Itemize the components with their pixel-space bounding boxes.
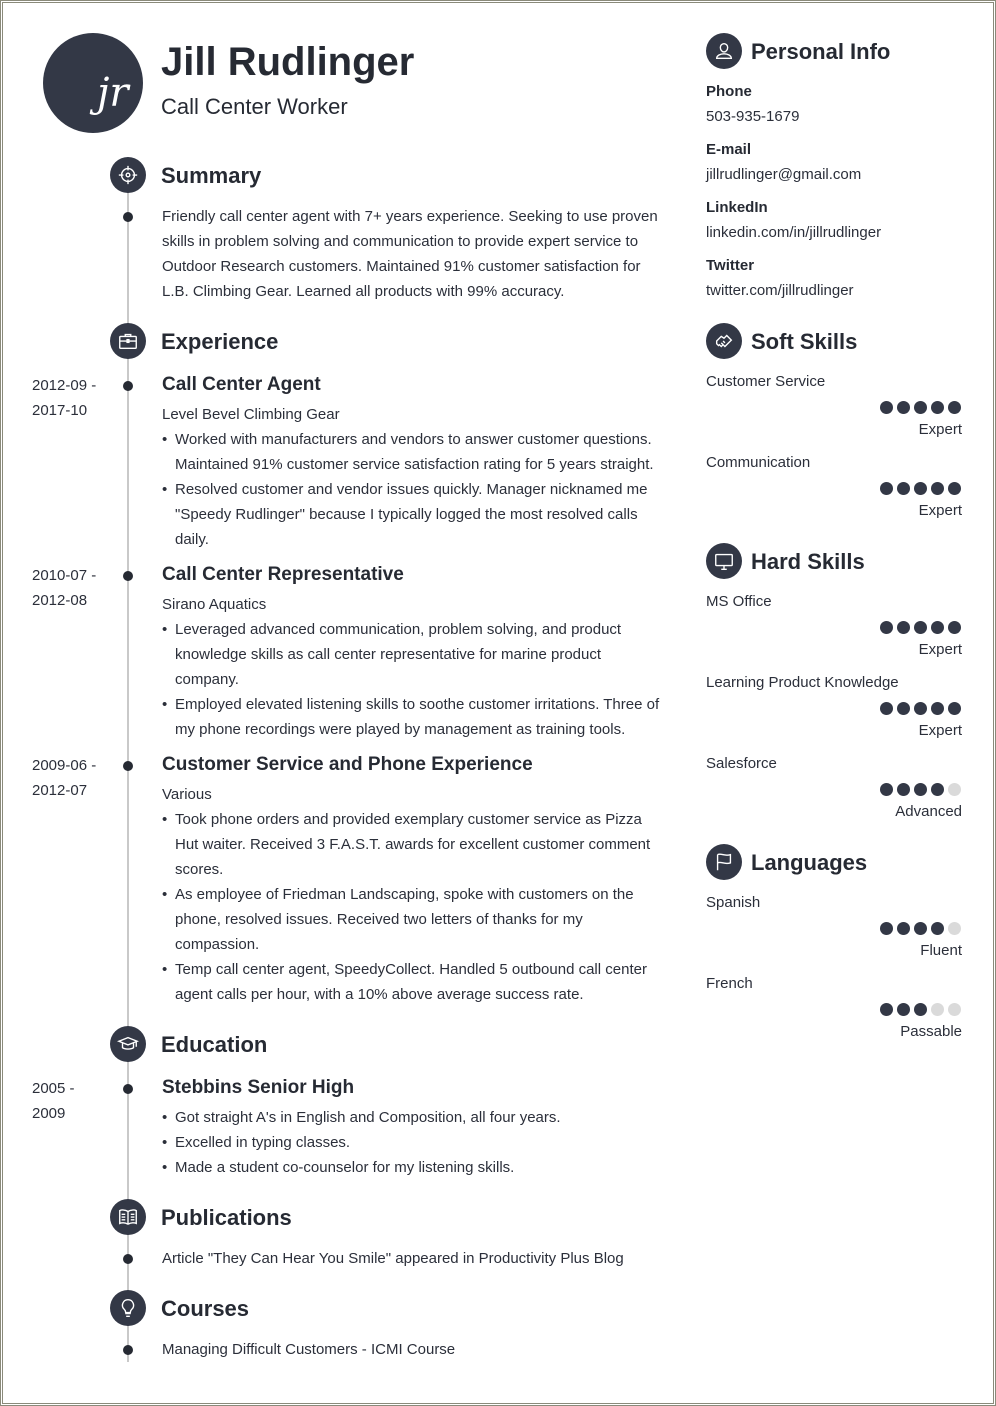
rating-dot-filled [914,783,927,796]
education-date: 2005 - 2009 [32,1080,75,1122]
monitor-icon [706,543,742,579]
rating-dot-filled [897,621,910,634]
rating-dot-filled [897,1003,910,1016]
job-bullets [162,617,667,742]
languages-heading: Languages [751,850,868,875]
skill-level: Expert [918,421,962,438]
rating-dot-filled [897,702,910,715]
summary-heading: Summary [161,163,262,188]
rating-dot-filled [914,621,927,634]
phone-label: Phone [706,83,752,100]
timeline-dot [123,1345,133,1355]
rating-dot-filled [931,401,944,414]
rating-dot-filled [914,401,927,414]
rating-dot-filled [931,702,944,715]
rating-dot-filled [931,922,944,935]
skill-rating [880,482,961,495]
candidate-title: Call Center Worker [161,94,348,119]
skill-rating [880,783,961,796]
linkedin-label: LinkedIn [706,199,768,216]
soft-skills-heading: Soft Skills [751,329,858,354]
rating-dot-empty [931,1003,944,1016]
publication-item: Article "They Can Hear You Smile" appeared in Productivity Plus Blog [162,1250,624,1267]
avatar [43,33,143,133]
rating-dot-filled [880,482,893,495]
rating-dot-empty [948,1003,961,1016]
rating-dot-empty [948,783,961,796]
flag-icon [706,844,742,880]
summary-text: Friendly call center agent with 7+ years experience. Seeking to use proven skills in problem solving and communication to provide expert service to Outdoor Research customers. Maintained 91% customer satisfaction for L.B. Climbing Gear. Learned all products with 99% accuracy. [162,208,658,300]
job-bullet: • Employed elevated listening skills to soothe customer irritations. Three of my phone recordings were played by management as training tools. [162,692,667,742]
email-label: E-mail [706,141,752,158]
skill-rating [880,702,961,715]
course-item: Managing Difficult Customers - ICMI Course [162,1341,456,1358]
rating-dot-filled [880,621,893,634]
education-bullet: • Excelled in typing classes. [162,1130,667,1155]
education-bullet: • Got straight A's in English and Composition, all four years. [162,1105,667,1130]
twitter-value[interactable]: twitter.com/jillrudlinger [706,282,854,299]
rating-dot-filled [931,482,944,495]
timeline-dot [123,571,133,581]
skill-level: Expert [918,722,962,739]
timeline-dot [123,1254,133,1264]
timeline-dot [123,761,133,771]
skill-level: Advanced [895,803,962,820]
skill-level: Expert [918,641,962,658]
job-bullet: • As employee of Friedman Landscaping, spoke with customers on the phone, resolved issues. Received two letters of thanks for my compassion. [162,882,667,957]
timeline-dot [123,381,133,391]
language-rating [880,922,961,935]
job-bullets [162,807,667,1007]
rating-dot-filled [897,783,910,796]
rating-dot-filled [914,922,927,935]
job-bullet: • Resolved customer and vendor issues quickly. Manager nicknamed me "Speedy Rudlinger" because I typically logged the most resolved calls daily. [162,477,667,552]
rating-dot-empty [948,922,961,935]
job-company: Various [162,786,212,803]
briefcase-icon [110,323,146,359]
language-rating [880,1003,961,1016]
avatar-initials: jr [97,70,129,116]
courses-heading: Courses [161,1296,250,1321]
rating-dot-filled [897,401,910,414]
skill-rating [880,401,961,414]
job-company: Level Bevel Climbing Gear [162,406,340,423]
rating-dot-filled [931,783,944,796]
email-value[interactable]: jillrudlinger@gmail.com [706,166,862,183]
rating-dot-filled [880,922,893,935]
rating-dot-filled [948,621,961,634]
job-date: 2012-09 - 2017-10 [32,377,97,419]
language-name: French [706,975,753,992]
rating-dot-filled [914,1003,927,1016]
skill-name: Customer Service [706,373,826,390]
rating-dot-filled [897,482,910,495]
target-icon [110,157,146,193]
phone-value[interactable]: 503-935-1679 [706,108,800,125]
rating-dot-filled [948,702,961,715]
rating-dot-filled [914,702,927,715]
job-title: Call Center Representative [162,564,404,585]
job-title: Call Center Agent [162,374,321,395]
skill-name: Communication [706,454,811,471]
rating-dot-filled [880,783,893,796]
rating-dot-filled [914,482,927,495]
rating-dot-filled [948,482,961,495]
language-level: Fluent [920,942,962,959]
job-bullets [162,427,667,552]
personal-info-heading: Personal Info [751,39,891,64]
job-company: Sirano Aquatics [162,596,267,613]
job-date: 2009-06 - 2012-07 [32,757,97,799]
education-bullets [162,1105,667,1180]
language-name: Spanish [706,894,761,911]
job-bullet: • Worked with manufacturers and vendors to answer customer questions. Maintained 91% customer service satisfaction rating for 5 years straight. [162,427,667,477]
graduation-cap-icon [110,1026,146,1062]
twitter-label: Twitter [706,257,755,274]
rating-dot-filled [880,1003,893,1016]
publications-heading: Publications [161,1205,292,1230]
lightbulb-icon [110,1290,146,1326]
language-level: Passable [900,1023,962,1040]
education-heading: Education [161,1032,268,1057]
timeline-dot [123,212,133,222]
candidate-name: Jill Rudlinger [161,40,415,84]
rating-dot-filled [931,621,944,634]
job-bullet: • Temp call center agent, SpeedyCollect. Handled 5 outbound call center agent calls per hour, with a 10% above average success rate. [162,957,667,1007]
timeline-line [127,190,129,1362]
rating-dot-filled [897,922,910,935]
rating-dot-filled [880,702,893,715]
skill-rating [880,621,961,634]
skill-name: Learning Product Knowledge [706,674,899,691]
rating-dot-filled [948,401,961,414]
handshake-icon [706,323,742,359]
skill-name: Salesforce [706,755,777,772]
user-icon [706,33,742,69]
job-bullet: • Took phone orders and provided exemplary customer service as Pizza Hut waiter. Received 3 F.A.S.T. awards for excellent customer comment scores. [162,807,667,882]
education-bullet: • Made a student co-counselor for my listening skills. [162,1155,667,1180]
job-title: Customer Service and Phone Experience [162,754,533,775]
school-name: Stebbins Senior High [162,1077,355,1098]
skill-level: Expert [918,502,962,519]
experience-heading: Experience [161,329,279,354]
hard-skills-heading: Hard Skills [751,549,865,574]
job-date: 2010-07 - 2012-08 [32,567,97,609]
job-bullet: • Leveraged advanced communication, problem solving, and product knowledge skills as call center representative for marine product company. [162,617,667,692]
rating-dot-filled [880,401,893,414]
book-icon [110,1199,146,1235]
timeline-dot [123,1084,133,1094]
linkedin-value[interactable]: linkedin.com/in/jillrudlinger [706,224,882,241]
skill-name: MS Office [706,593,772,610]
